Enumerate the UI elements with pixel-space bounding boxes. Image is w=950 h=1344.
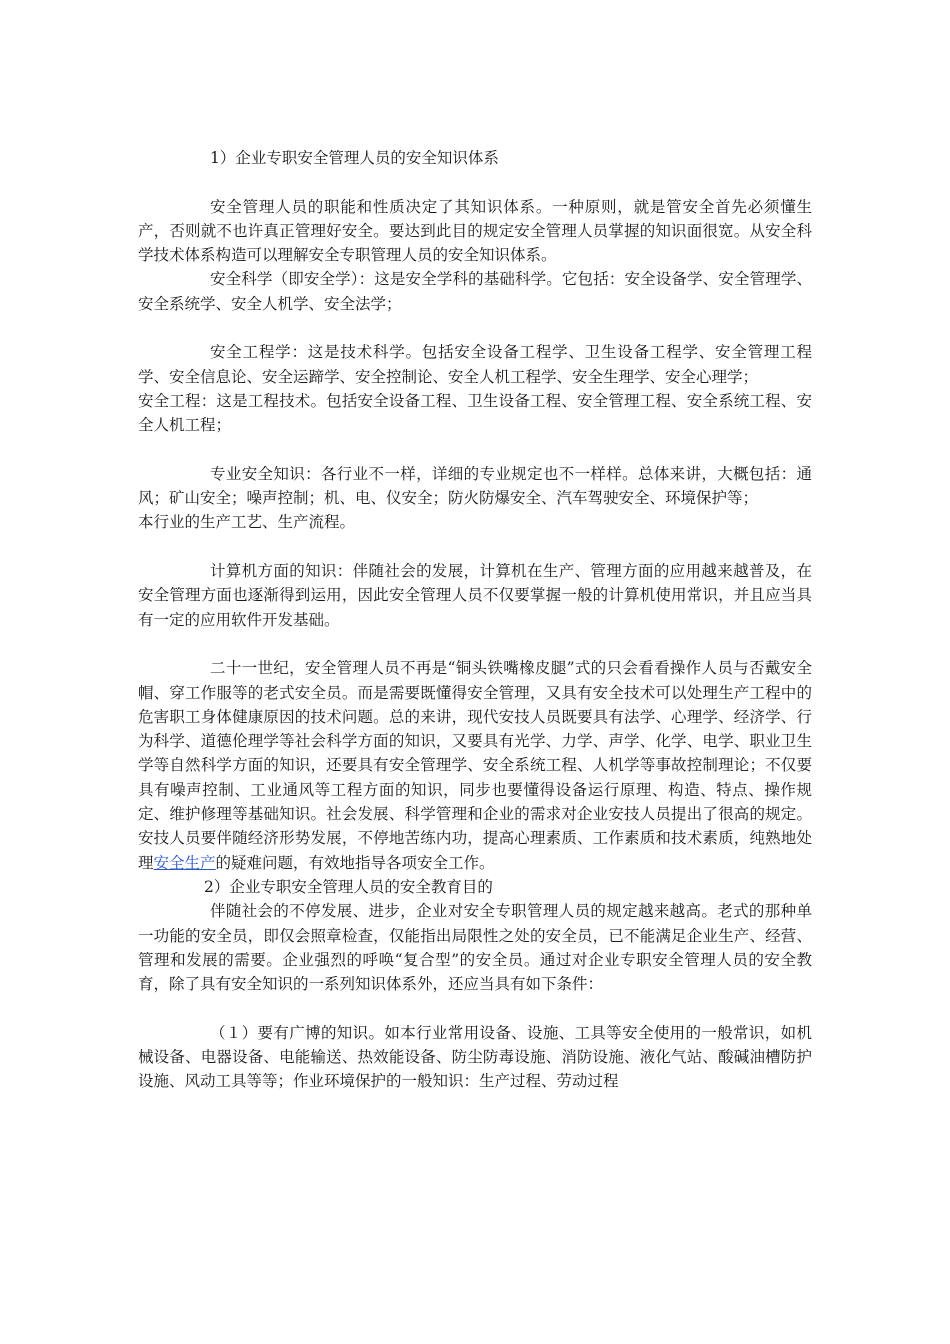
paragraph: 安全工程学：这是技术科学。包括安全设备工程学、卫生设备工程学、安全管理工程学、安全信息论、安全运蹄学、安全控制论、安全人机工程学、安全生理学、安全心理学； <box>138 343 812 386</box>
paragraph: （１）要有广博的知识。如本行业常用设备、设施、工具等安全使用的一般常识，如机械设备、电器设备、电能输送、热效能设备、防尘防毒设施、消防设施、液化气站、酸碱油槽防护设施、风动工具等等；作业环境保护的一般知识：生产过程、劳动过程 <box>138 1023 812 1091</box>
section-heading-2: 2）企业专职安全管理人员的安全教育目的 <box>204 877 493 896</box>
paragraph-text: 二十一世纪，安全管理人员不再是“铜头铁嘴橡皮腿”式的只会看看操作人员与否戴安全帽、穿工作服等的老式安全员。而是需要既懂得安全管理，又具有安全技术可以处理生产工程中的危害职工身体健康原因的技术问题。总的来讲，现代安技人员既要具有法学、心理学、经济学、行为科学、道德伦理学等社会科学方面的知识，又要具有光学、力学、声学、化学、电学、职业卫生学等自然科学方面的知识，还要具有安全管理学、安全系统工程、人机学等事故控制理论；不仅要具有噪声控制、工业通风等工程方面的知识，同步也要懂得设备运行原理、构造、特点、操作规定、维护修理等基础知识。社会发展、科学管理和企业的需求对企业安技人员提出了很高的规定。安技人员要伴随经济形势发展，不停地苦练内功，提高心理素质、工作素质和技术素质，纯熟地处理 <box>138 659 812 872</box>
paragraph: 本行业的生产工艺、生产流程。 <box>138 513 356 532</box>
paragraph: 安全科学（即安全学）：这是安全学科的基础科学。它包括：安全设备学、安全管理学、安全系统学、安全人机学、安全法学； <box>138 270 812 313</box>
spacer <box>138 632 812 656</box>
spacer <box>138 535 812 559</box>
section-heading-1: 1）企业专职安全管理人员的安全知识体系 <box>210 149 499 167</box>
document-page <box>138 146 812 1094</box>
paragraph: 安全工程：这是工程技术。包括安全设备工程、卫生设备工程、安全管理工程、安全系统工程、安全人机工程； <box>138 391 812 435</box>
spacer <box>138 316 812 340</box>
paragraph: 伴随社会的不停发展、进步，企业对安全专职管理人员的规定越来越高。老式的那种单一功能的安全员，即仅会照章检查，仅能指出局限性之处的安全员，已不能满足企业生产、经营、管理和发展的需要。企业强烈的呼唤“复合型”的安全员。通过对企业专职安全管理人员的安全教育，除了具有安全知识的一系列知识体系外，还应当具有如下条件： <box>138 902 812 994</box>
paragraph-text: 的疑难问题，有效地指导各项安全工作。 <box>215 853 495 872</box>
spacer <box>138 996 812 1020</box>
paragraph: 专业安全知识：各行业不一样，详细的专业规定也不一样样。总体来讲，大概包括：通风；矿山安全；噪声控制；机、电、仪安全；防火防爆安全、汽车驾驶安全、环境保护等； <box>138 464 812 508</box>
spacer <box>138 170 812 194</box>
paragraph: 安全管理人员的职能和性质决定了其知识体系。一种原则，就是管安全首先必须懂生产，否则就不也许真正管理好安全。要达到此目的规定安全管理人员掌握的知识面很宽。从安全科学技术体系构造可以理解安全专职管理人员的安全知识体系。 <box>138 197 812 265</box>
paragraph <box>138 656 812 875</box>
safety-production-link[interactable]: 安全生产 <box>153 853 216 872</box>
spacer <box>138 438 812 462</box>
paragraph: 计算机方面的知识：伴随社会的发展，计算机在生产、管理方面的应用越来越普及，在安全管理方面也逐渐得到运用，因此安全管理人员不仅要掌握一般的计算机使用常识，并且应当具有一定的应用软件开发基础。 <box>138 562 812 629</box>
